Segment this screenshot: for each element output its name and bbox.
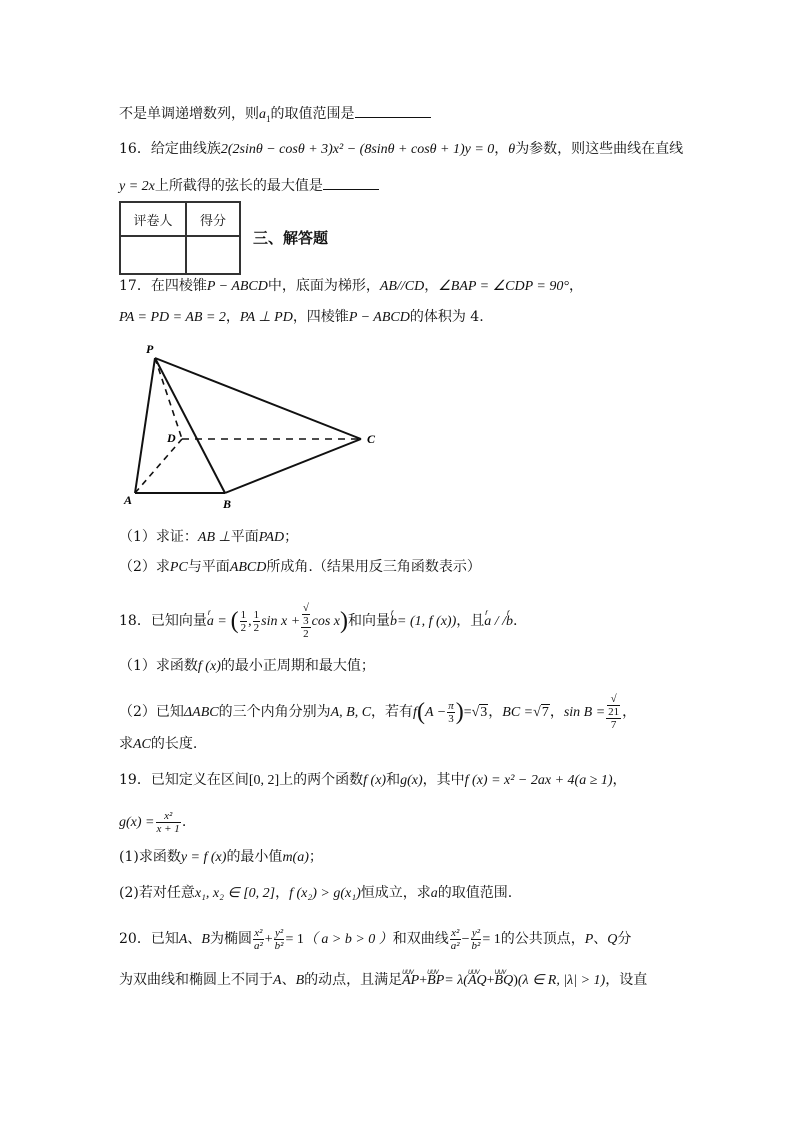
q18-part2-cont: 求AC的长度.	[119, 736, 198, 752]
edge-PB	[155, 358, 225, 493]
q16-line1: 16．给定曲线族2(2sinθ − cosθ + 3)x² − (8sinθ + cosθ + 1)y = 0，θ为参数，则这些曲线在直线	[119, 141, 684, 157]
label-P: P	[146, 342, 154, 356]
q19-line2: g(x) = $\frac{\text{x²}}{x + 1}$ .	[119, 809, 187, 835]
score-table-header-grader: 评卷人	[120, 202, 186, 236]
label-A: A	[124, 493, 133, 507]
q16-line2: y = 2x上所截得的弦长的最大值是	[119, 175, 379, 197]
q17-part1: （1）求证：AB ⊥平面PAD；	[119, 529, 299, 545]
q19-part2: (2)若对任意x₁, x₂ ∈ [0, 2]，f (x₂) > g(x₁)恒成立，求a的取值范围.	[119, 885, 513, 901]
pyramid-figure	[118, 338, 388, 513]
score-table	[119, 201, 241, 275]
edge-PD	[155, 358, 182, 439]
q18-part1: （1）求函数f (x)的最小正周期和最大值；	[119, 658, 375, 674]
label-C: C	[367, 432, 376, 446]
score-table-cell-score	[186, 236, 240, 274]
edge-PC	[155, 358, 361, 439]
q20-line2: 为双曲线和椭圆上不同于A、B的动点，且满足UUV AP+UUV BP= λ(UUV AQ+UUV BQ)(λ ∈ R, |λ| > 1)，设直	[119, 966, 647, 994]
score-table-header-score: 得分	[186, 202, 240, 236]
q17-line2: PA = PD = AB = 2，PA ⊥ PD，四棱锥P − ABCD的体积为 4.	[119, 309, 484, 325]
q19-part1: (1)求函数y = f (x)的最小值m(a)；	[119, 849, 323, 865]
answer-blank	[355, 103, 431, 118]
edge-BC	[225, 439, 361, 493]
q19-line1: 19．已知定义在区间[0, 2]上的两个函数f (x)和g(x)，其中f (x) = x² − 2ax + 4(a ≥ 1)，	[119, 772, 627, 788]
label-B: B	[223, 497, 232, 511]
q17-line1: 17．在四棱锥P − ABCD中，底面为梯形，AB//CD，∠BAP = ∠CDP = 90°，	[119, 278, 583, 294]
q17-part2: （2）求PC与平面ABCD所成角.（结果用反三角函数表示）	[119, 559, 481, 575]
q20-line1: 20．已知A、B为椭圆 $\frac{\text{x²}}{\text{a²}}$ + $\frac{\text{y²}}{\text{b²}}$ = 1（ a > b > 0 ）和双曲线 $\frac{\text{x²}}{\text{a²}}$ − $\frac{\text{y²}}{\text{b²}}$ = 1的公共顶点，P、Q分	[119, 926, 632, 952]
q18-line1: 18．已知向量r a = ( $\frac{1}{2}$ , $\frac{1}{2}$ sin x + √ 3 2 cos x)和向量r b= (1, f (x))，且r a / /r b.	[119, 602, 517, 634]
section-title: 三、解答题	[253, 229, 329, 247]
q18-part2: （2）已知ΔABC的三个内角分别为A, B, C，若有f(A − $\frac{\pi}{3}$ )=√3，BC =√7，sin B = √ 21 7 ，	[119, 693, 637, 731]
q15-tail-line: 不是单调递增数列，则$a_1$的取值范围是	[119, 103, 431, 129]
answer-blank	[323, 175, 379, 190]
label-D: D	[167, 431, 176, 445]
score-table-cell-grader	[120, 236, 186, 274]
